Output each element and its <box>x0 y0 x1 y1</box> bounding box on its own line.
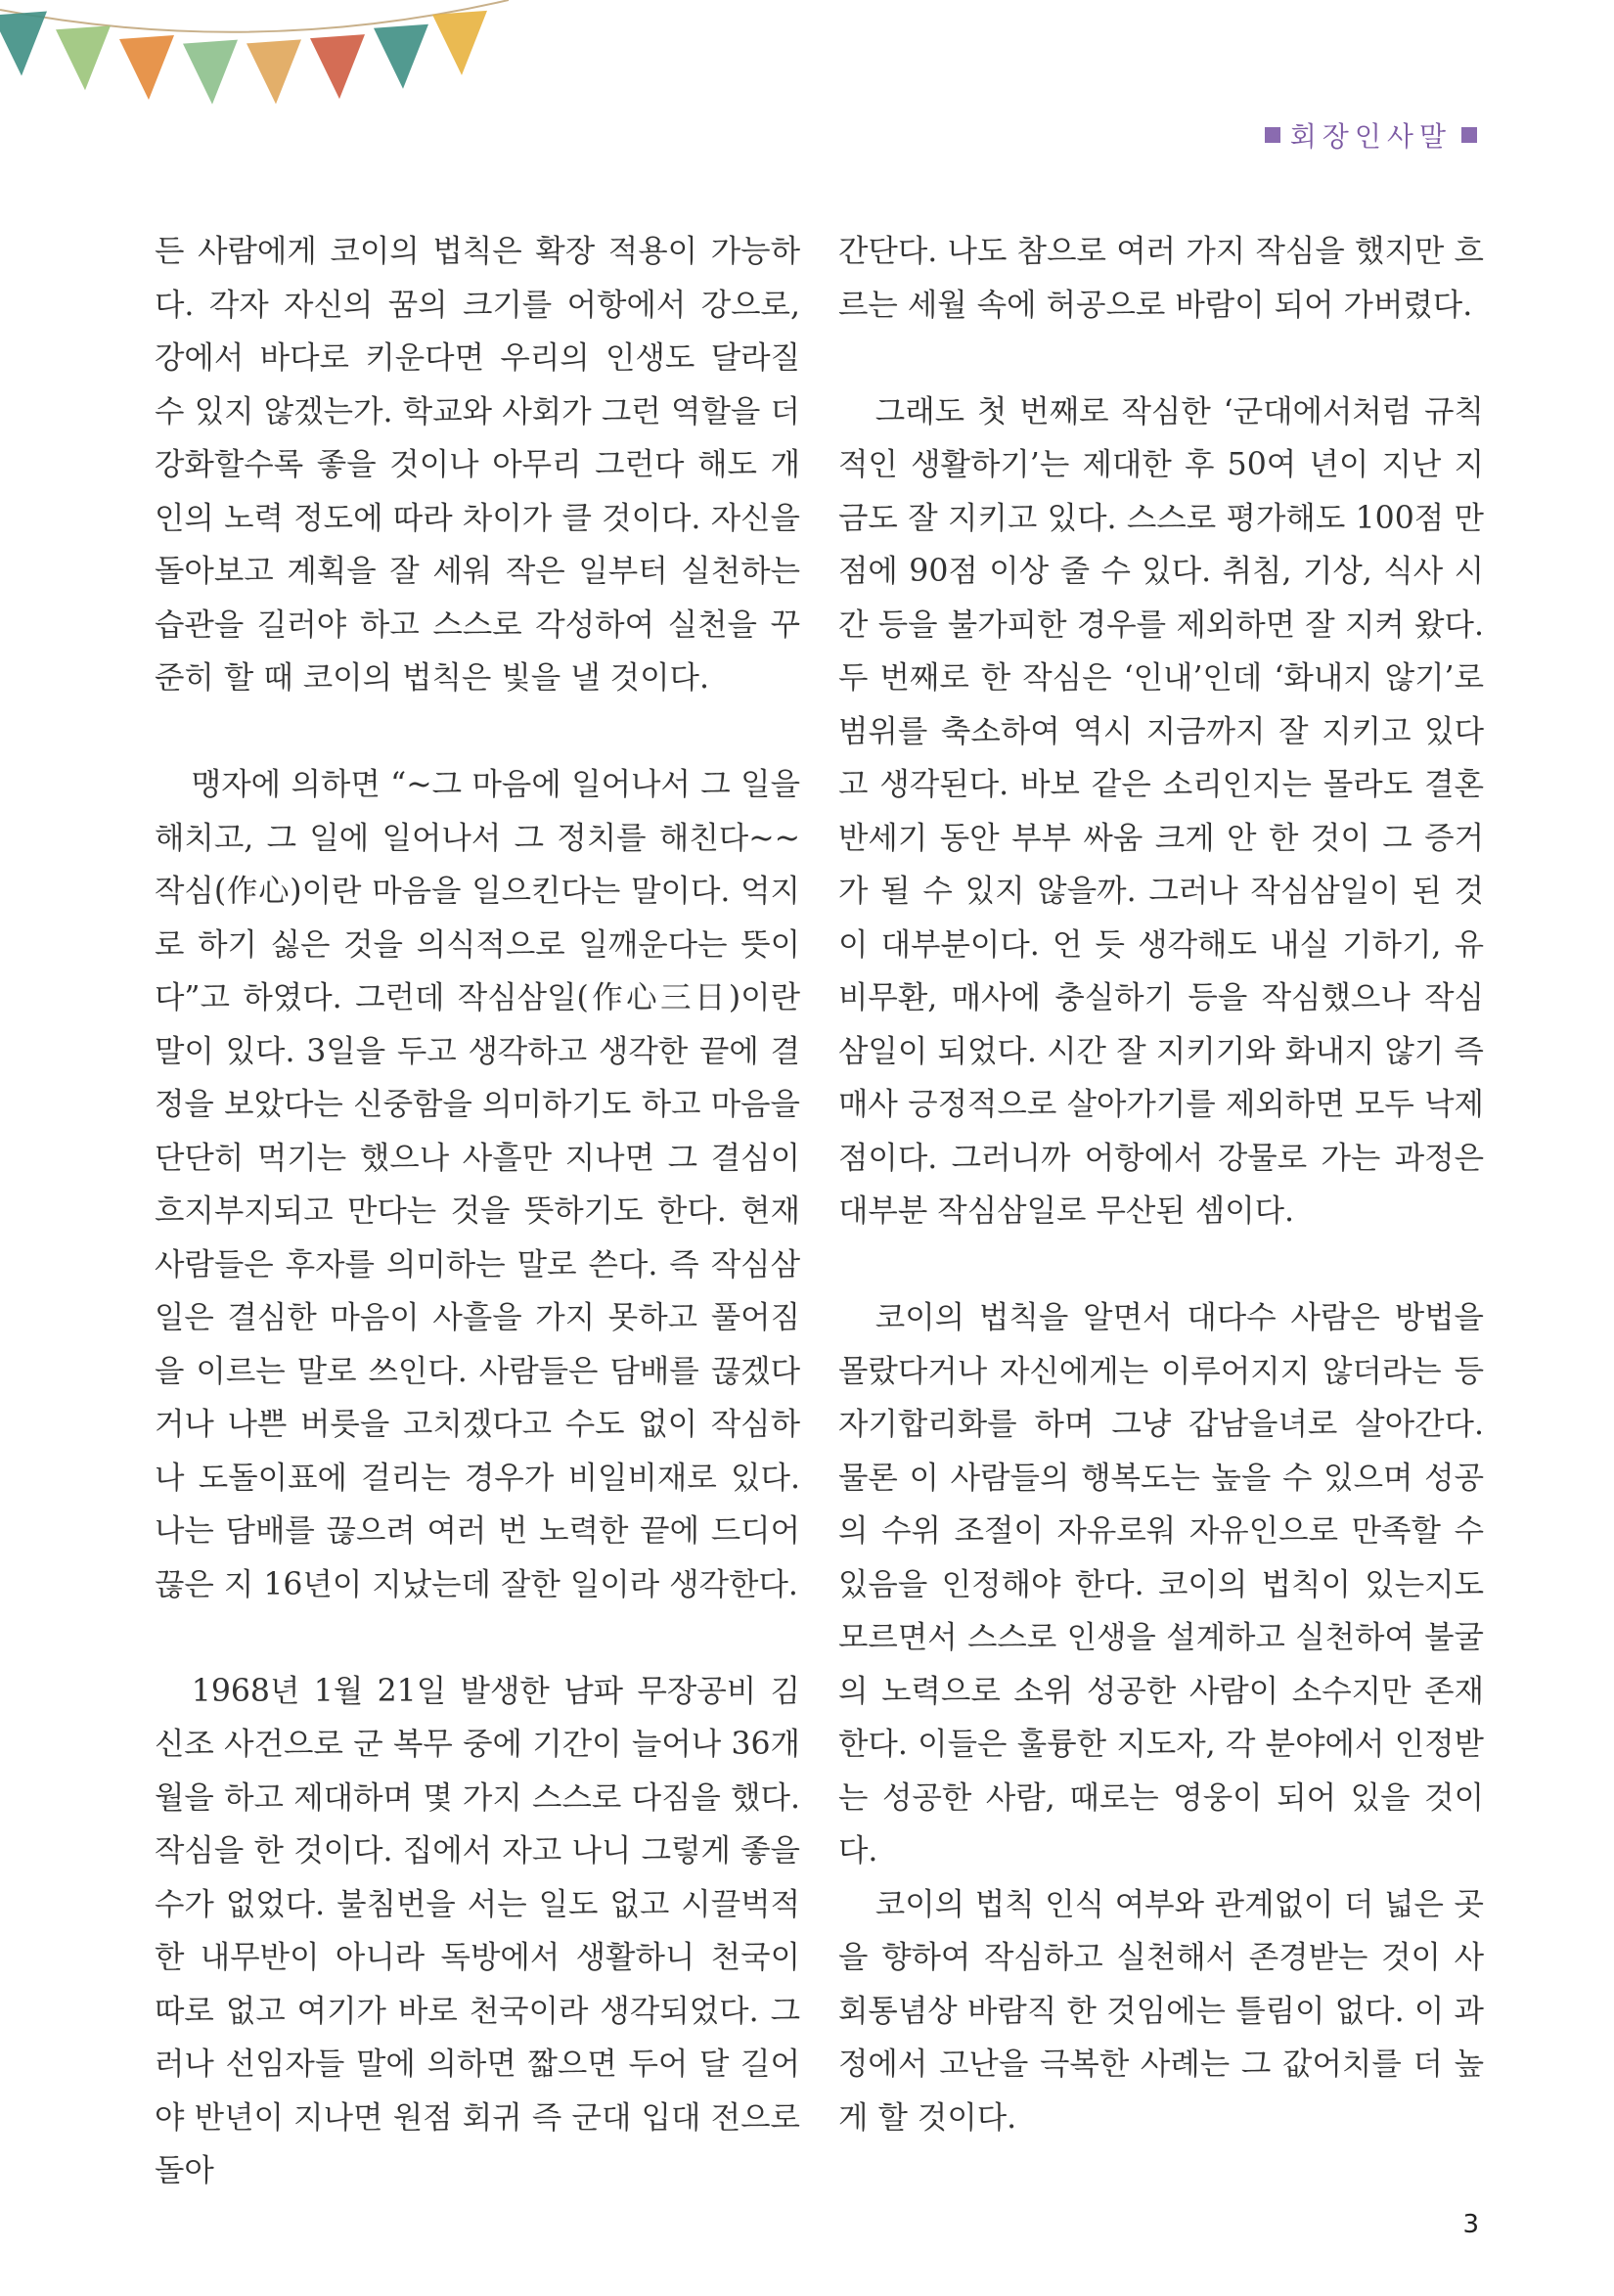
left-column <box>155 225 800 2198</box>
right-column <box>838 225 1484 2144</box>
bunting-flag <box>374 24 428 89</box>
square-bullet-icon <box>1265 127 1280 143</box>
bunting-flag <box>247 39 301 104</box>
bunting-decoration <box>0 0 509 127</box>
section-tag <box>1265 115 1477 155</box>
page-number: 3 <box>1462 2210 1479 2239</box>
bunting-flag <box>432 11 487 75</box>
bunting-flag <box>56 25 111 90</box>
bunting-flag <box>0 12 47 76</box>
paragraph: 코이의 법칙 인식 여부와 관계없이 더 넓은 곳을 향하여 작심하고 실천해서 존경받는 것이 사회통념상 바람직 한 것임에는 틀림이 없다. 이 과정에서 고난을 극복한 사례는 그 값어치를 더 높게 할 것이다. <box>838 1886 1484 2136</box>
bunting-flag <box>119 35 174 100</box>
bunting-flag <box>310 34 365 99</box>
paragraph: 1968년 1월 21일 발생한 남파 무장공비 김신조 사건으로 군 복무 중에 기간이 늘어나 36개월을 하고 제대하며 몇 가지 스스로 다짐을 했다. 작심을 한 것이다. 집에서 자고 나니 그렇게 좋을 수가 없었다. 불침번을 서는 일도 없고 시끌벅적한 내무반이 아니라 독방에서 생활하니 천국이 따로 없고 여기가 바로 천국이라 생각되었다. 그러나 선임자들 말에 의하면 짧으면 두어 달 길어야 반년이 지나면 원점 회귀 즉 군대 입대 전으로 돌아 <box>155 1673 800 2188</box>
section-tag-label: 회장인사말 <box>1289 120 1452 153</box>
bunting-flag <box>183 40 238 105</box>
paragraph: 든 사람에게 코이의 법칙은 확장 적용이 가능하다. 각자 자신의 꿈의 크기를 어항에서 강으로, 강에서 바다로 키운다면 우리의 인생도 달라질 수 있지 않겠는가. 학교와 사회가 그런 역할을 더 강화할수록 좋을 것이나 아무리 그런다 해도 개인의 노력 정도에 따라 차이가 클 것이다. 자신을 돌아보고 계획을 잘 세워 작은 일부터 실천하는 습관을 길러야 하고 스스로 각성하여 실천을 꾸준히 할 때 코이의 법칙은 빛을 낼 것이다. <box>155 234 800 696</box>
paragraph: 간단다. 나도 참으로 여러 가지 작심을 했지만 흐르는 세월 속에 허공으로 바람이 되어 가버렸다. <box>838 234 1484 323</box>
square-bullet-icon <box>1461 127 1477 143</box>
paragraph: 코이의 법칙을 알면서 대다수 사람은 방법을 몰랐다거나 자신에게는 이루어지지 않더라는 등 자기합리화를 하며 그냥 갑남을녀로 살아간다. 물론 이 사람들의 행복도는 높을 수 있으며 성공의 수위 조절이 자유로워 자유인으로 만족할 수 있음을 인정해야 한다. 코이의 법칙이 있는지도 모르면서 스스로 인생을 설계하고 실천하여 불굴의 노력으로 소위 성공한 사람이 소수지만 존재한다. 이들은 훌륭한 지도자, 각 분야에서 인정받는 성공한 사람, 때로는 영웅이 되어 있을 것이다. <box>838 1300 1484 1868</box>
paragraph: 그래도 첫 번째로 작심한 ‘군대에서처럼 규칙적인 생활하기’는 제대한 후 50여 년이 지난 지금도 잘 지키고 있다. 스스로 평가해도 100점 만점에 90점 이상 줄 수 있다. 취침, 기상, 식사 시간 등을 불가피한 경우를 제외하면 잘 지켜 왔다. 두 번째로 한 작심은 ‘인내’인데 ‘화내지 않기’로 범위를 축소하여 역시 지금까지 잘 지키고 있다고 생각된다. 바보 같은 소리인지는 몰라도 결혼 반세기 동안 부부 싸움 크게 안 한 것이 그 증거가 될 수 있지 않을까. 그러나 작심삼일이 된 것이 대부분이다. 언 듯 생각해도 내실 기하기, 유비무환, 매사에 충실하기 등을 작심했으나 작심삼일이 되었다. 시간 잘 지키기와 화내지 않기 즉 매사 긍정적으로 살아가기를 제외하면 모두 낙제점이다. 그러니까 어항에서 강물로 가는 과정은 대부분 작심삼일로 무산된 셈이다. <box>838 393 1484 1229</box>
paragraph: 맹자에 의하면 “~그 마음에 일어나서 그 일을 해치고, 그 일에 일어나서 그 정치를 해친다~~작심(作心)이란 마음을 일으킨다는 말이다. 억지로 하기 싫은 것을 의식적으로 일깨운다는 뜻이다”고 하였다. 그런데 작심삼일(作心三日)이란 말이 있다. 3일을 두고 생각하고 생각한 끝에 결정을 보았다는 신중함을 의미하기도 하고 마음을 단단히 먹기는 했으나 사흘만 지나면 그 결심이 흐지부지되고 만다는 것을 뜻하기도 한다. 현재 사람들은 후자를 의미하는 말로 쓴다. 즉 작심삼일은 결심한 마음이 사흘을 가지 못하고 풀어짐을 이르는 말로 쓰인다. 사람들은 담배를 끊겠다거나 나쁜 버릇을 고치겠다고 수도 없이 작심하나 도돌이표에 걸리는 경우가 비일비재로 있다. 나는 담배를 끊으려 여러 번 노력한 끝에 드디어 끊은 지 16년이 지났는데 잘한 일이라 생각한다. <box>155 767 800 1602</box>
